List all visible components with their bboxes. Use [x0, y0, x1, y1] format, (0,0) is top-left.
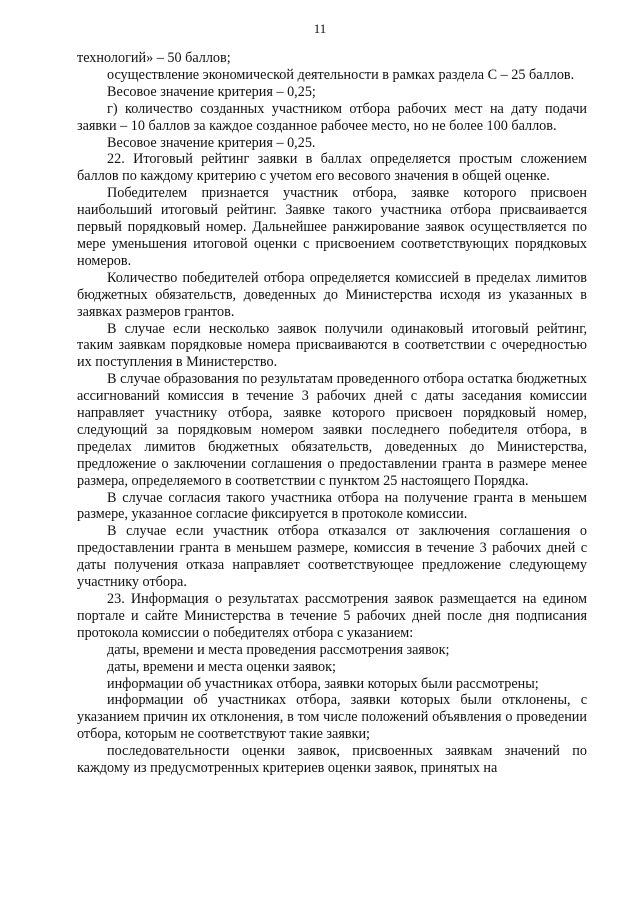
paragraph: Количество победителей отбора определяется комиссией в пределах лимитов бюджетных обязательств, доведенных до Министерства исходя из указанных в заявках размеров грантов. — [77, 269, 587, 320]
paragraph: В случае согласия такого участника отбора на получение гранта в меньшем размере, указанное согласие фиксируется в протоколе комиссии. — [77, 489, 587, 523]
paragraph: даты, времени и места оценки заявок; — [107, 658, 336, 675]
paragraph: Победителем признается участник отбора, заявке которого присвоен наибольший итоговый рейтинг. Заявке такого участника отбора присваивается первый порядковый номер. Дальнейшее ранжирование заявок осуществляется по мере уменьшения итоговой оценки с присвоением соответствующих порядковых номеров. — [77, 185, 587, 269]
paragraph: Весовое значение критерия – 0,25; — [107, 83, 316, 100]
document-body — [77, 50, 587, 777]
paragraph: даты, времени и места проведения рассмотрения заявок; — [107, 641, 450, 658]
paragraph: Весовое значение критерия – 0,25. — [107, 134, 316, 151]
paragraph: г) количество созданных участником отбора рабочих мест на дату подачи заявки – 10 баллов за каждое созданное рабочее место, но не более 100 баллов. — [77, 100, 587, 134]
paragraph: информации об участниках отбора, заявки которых были отклонены, с указанием причин их отклонения, в том числе положений объявления о проведении отбора, которым не соответствуют такие заявки; — [77, 692, 587, 743]
page-number: 11 — [313, 21, 327, 36]
paragraph: В случае если несколько заявок получили одинаковый итоговый рейтинг, таким заявкам порядковые номера присваиваются в соответствии с очередностью их поступления в Министерство. — [77, 320, 587, 371]
paragraph: В случае если участник отбора отказался от заключения соглашения о предоставлении гранта в меньшем размере, комиссия в течение 3 рабочих дней с даты получения отказа направляет соответствующее предложение следующему участнику отбора. — [77, 523, 587, 591]
paragraph: осуществление экономической деятельности в рамках раздела С – 25 баллов. — [107, 66, 575, 83]
paragraph: 22. Итоговый рейтинг заявки в баллах определяется простым сложением баллов по каждому критерию с учетом его весового значения в общей оценке. — [77, 151, 587, 185]
paragraph: последовательности оценки заявок, присвоенных заявкам значений по каждому из предусмотренных критериев оценки заявок, принятых на — [77, 743, 587, 777]
paragraph: 23. Информация о результатах рассмотрения заявок размещается на едином портале и сайте Министерства в течение 5 рабочих дней после дня подписания протокола комиссии о победителях отбора с указанием: — [77, 591, 587, 641]
paragraph: В случае образования по результатам проведенного отбора остатка бюджетных ассигнований комиссия в течение 3 рабочих дней с даты заседания комиссии направляет участнику отбора, заявке которого присвоен порядковый номер, следующий за порядковым номером заявки последнего победителя отбора, в пределах лимитов бюджетных обязательств, доведенных до Министерства, предложение о заключении соглашения о предоставлении гранта в размере менее размера, определяемого в соответствии с пунктом 25 настоящего Порядка. — [77, 371, 587, 489]
paragraph: информации об участниках отбора, заявки которых были рассмотрены; — [107, 675, 539, 692]
paragraph: технологий» – 50 баллов; — [77, 50, 231, 66]
